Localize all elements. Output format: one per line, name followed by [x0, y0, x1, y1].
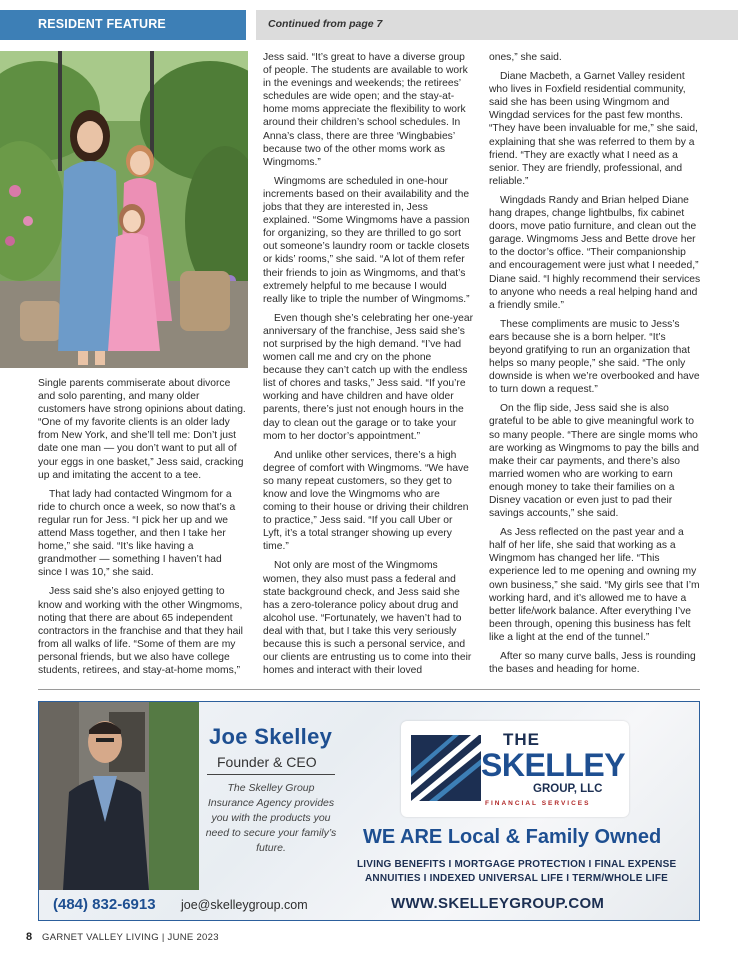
- paragraph: Jess said. “It’s great to have a diverse group of people. The students are available to work in the evenings and weekends; the retirees’ schedules are wide open; and the stay-at-home moms appreciate the flexibility to work around their children’s school schedules. In Anna’s class, there are three ‘Wingbabies’ because two of the other moms work as Wingmoms.”: [263, 52, 468, 168]
- section-title: RESIDENT FEATURE: [38, 17, 166, 31]
- advertiser-photo: [39, 702, 199, 890]
- article-column-3: [489, 51, 701, 682]
- paragraph: Jess said she’s also enjoyed getting to know and working with the other Wingmoms, noting that there are about 65 independent contractors in the franchise and that they hail from all walks of life. “Some of them are my personal friends, but we also have college students, retirees, and stay-at-home moms,”: [38, 586, 243, 676]
- advertiser-website[interactable]: WWW.SKELLEYGROUP.COM: [391, 895, 605, 912]
- section-banner: [0, 10, 246, 40]
- slogan-emphasis: WE ARE: [363, 826, 443, 848]
- paragraph: ones,” she said.: [489, 52, 562, 63]
- company-logo: [401, 721, 629, 817]
- logo-stripes-icon: [411, 735, 481, 801]
- article-column-2: [263, 51, 473, 683]
- publication-footer: GARNET VALLEY LIVING | JUNE 2023: [42, 932, 219, 943]
- logo-financial-services: FINANCIAL SERVICES: [485, 800, 591, 807]
- advertiser-role: Founder & CEO: [217, 754, 317, 770]
- advertiser-phone[interactable]: (484) 832-6913: [53, 896, 156, 913]
- paragraph: Not only are most of the Wingmoms women, they also must pass a federal and state background check, and Jess said she has a zero-tolerance policy about drug and alcohol use. “Fortunately, we haven’t had to deal with that, but I take this very seriously because this is such a personal service, and our clients are entrusting us to come into their homes and interact with their loved: [263, 560, 472, 677]
- services-line-1: LIVING BENEFITS I MORTGAGE PROTECTION I FINAL EXPENSE: [357, 859, 677, 870]
- section-divider: [38, 689, 700, 690]
- paragraph: Wingmoms are scheduled in one-hour increments based on their availability and the jobs that they are interested in, Jess explained. “Some Wingmoms have a passion for organizing, so they are thrilled to go sort out someone’s laundry room or tackle closets or kids’ rooms,” she said. “A lot of them refer their friends to join as Wingmoms, and that’s extremely helpful to me because I would really like to triple the number of Wingmoms.”: [263, 175, 470, 305]
- role-divider: [207, 774, 335, 775]
- local-slogan: [363, 826, 661, 849]
- paragraph: That lady had contacted Wingmom for a ride to church once a week, so now that’s a regular run for Jess. “I pick her up and we attend Mass together, and then I take her home,” she said. “It’s like having a grandmother — something I haven’t had since I was 10,” she said.: [38, 488, 236, 579]
- continued-note: Continued from page 7: [268, 18, 383, 30]
- continued-banner: [256, 10, 738, 40]
- slogan-rest: Local & Family Owned: [447, 826, 662, 848]
- logo-group: GROUP, LLC: [533, 783, 603, 795]
- services-line-2: ANNUITIES I INDEXED UNIVERSAL LIFE I TERM/WHOLE LIFE: [365, 873, 669, 884]
- advertisement[interactable]: [38, 701, 700, 921]
- paragraph: Wingdads Randy and Brian helped Diane hang drapes, change lightbulbs, fix cabinet doors, move patio furniture, and clean out the garage. Wingmoms Jess and Bette drove her to the doctor’s office. “Their companionship and encouragement were just what I needed,” Diane said. “I highly recommend their services to anyone who needs a real helping hand and a friendly smile.”: [489, 194, 701, 311]
- page-number: 8: [26, 931, 33, 943]
- paragraph: These compliments are music to Jess’s ears because she is a born helper. “It’s beyond gratifying to run an organization that helps so many people,” she said. “The only downside is when we’re overbooked and have to turn down a request.”: [489, 318, 700, 396]
- paragraph: After so many curve balls, Jess is rounding the bases and heading for home.: [489, 651, 696, 676]
- paragraph: Even though she’s celebrating her one-year anniversary of the franchise, Jess said she’s not surprised by the high demand. “I’ve had women call me and cry on the phone because they can’t catch up with the endless list of chores and tasks,” Jess said. “If you’re working and have children and have older parents, there’s just not enough hours in the day to clean out the garage or to take your mom to her doctor’s appointment.”: [263, 312, 474, 442]
- paragraph: Diane Macbeth, a Garnet Valley resident who lives in Foxfield residential community, said she has been using Wingmom and Wingdad services for the past few months. “They have been invaluable for me,” she said, explaining that she was referred to them by a friend. “They are exactly what I need as a senior. They are friendly, professional, and reliable.”: [489, 71, 698, 187]
- logo-skelley: SKELLEY: [481, 747, 626, 783]
- feature-photo: [0, 51, 248, 368]
- paragraph: On the flip side, Jess said she is also grateful to be able to give meaningful work to so many people. “There are single moms who are working as Wingmoms to pay the bills and make their car payments, and there’s also married women who are working to earn enough money to take their families on a Disney vacation or even just to pad their savings accounts,” she said.: [489, 403, 700, 520]
- advertiser-name: Joe Skelley: [209, 724, 333, 749]
- advertiser-portrait-illustration: [39, 702, 199, 890]
- advertiser-tagline: The Skelley Group Insurance Agency provides you with the products you need to secure your family’s future.: [205, 782, 337, 854]
- logo-the: THE: [503, 730, 540, 749]
- paragraph: Single parents commiserate about divorce and solo parenting, and many older customers have strong opinions about dating. “One of my favorite clients is an older lady from New York, and she’ll tell me: Don’t just date one man — you don’t want to put all of your eggs in one basket,” Jess said, cracking up and imitating the accent to a tee.: [38, 378, 246, 481]
- advertiser-email[interactable]: joe@skelleygroup.com: [181, 898, 308, 912]
- family-photo-illustration: [0, 51, 248, 368]
- paragraph: As Jess reflected on the past year and a half of her life, she said that working as a Wingmom has changed her life. “This experience led to me opening and owning my own business,” she said. “My girls see that I’m working hard, and it’s allowed me to have a better life/work balance. After everything I’ve been through, opening this business has felt like a light at the end of the tunnel.”: [489, 527, 700, 643]
- article-column-1: [38, 377, 248, 683]
- paragraph: And unlike other services, there’s a high degree of comfort with Wingmoms. “We have so many repeat customers, so they get to know and love the Wingmoms who are coming to their house or driving their children to practice,” Jess said. “If you call Uber or Lyft, it’s a total stranger showing up every time.”: [263, 449, 469, 553]
